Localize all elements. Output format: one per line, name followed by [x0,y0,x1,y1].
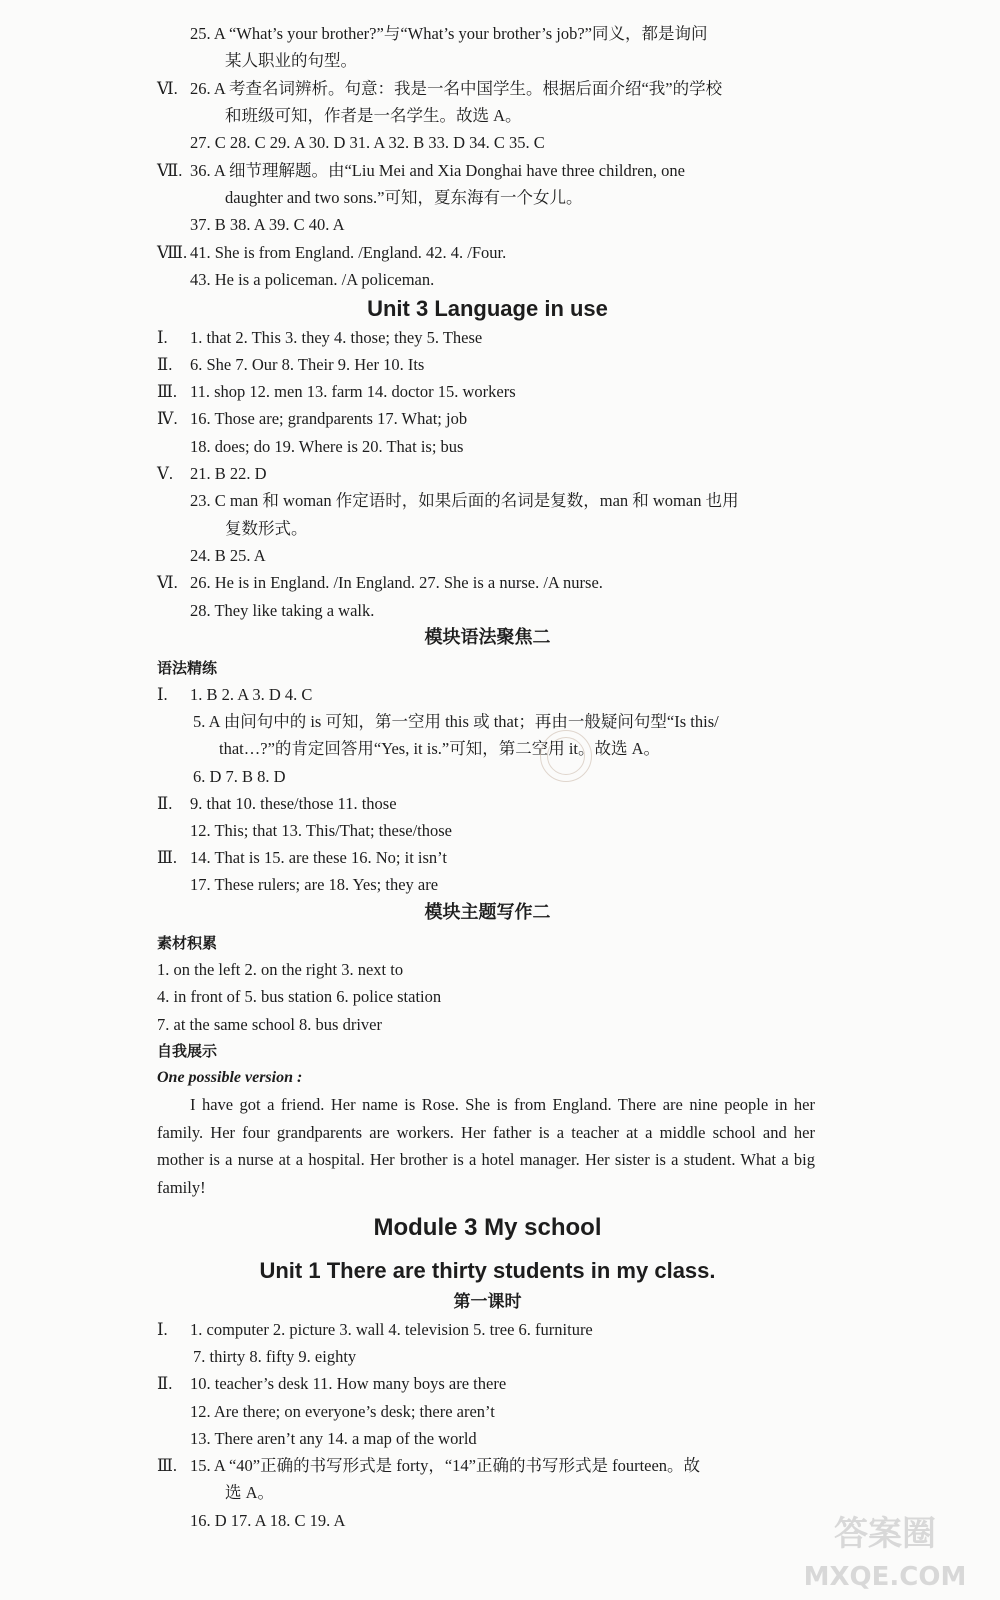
unit1-answer-line: 13. There aren’t any 14. a map of the world [190,1429,477,1448]
unit3-answer-line: 28. They like taking a walk. [190,601,375,620]
top-section-numeral: Ⅶ. [157,161,183,180]
watermark-top-text: 答案圈 [834,1514,936,1554]
top-answer-line: daughter and two sons.”可知，夏东海有一个女儿。 [225,188,583,207]
top-section-numeral: Ⅵ. [157,79,178,98]
unit3-answer-line: 1. that 2. This 3. they 4. those; they 5. These [190,328,483,347]
unit3-answer-line: 23. C man 和 woman 作定语时，如果后面的名词是复数，man 和 woman 也用 [190,491,739,510]
grammar-answer-line: that…?”的肯定回答用“Yes, it is.”可知，第二空用 it。故选 A。 [219,739,661,758]
grammar-section-numeral: Ⅰ. [157,685,168,704]
top-answer-line: 41. She is from England. /England. 42. 4. /Four. [190,243,507,262]
unit3-section-numeral: Ⅰ. [157,328,168,347]
seal-stamp [540,730,592,782]
unit3-section-numeral: Ⅲ. [157,382,178,401]
grammar-practice-label: 语法精练 [157,659,218,677]
unit1-answer-line: 7. thirty 8. fifty 9. eighty [193,1347,357,1366]
material-accumulation-label: 素材积累 [157,934,218,952]
unit3-section-numeral: Ⅳ. [157,409,178,428]
writing-section-title: 模块主题写作二 [424,902,551,923]
grammar-answer-line: 17. These rulers; are 18. Yes; they are [190,875,439,894]
grammar-section-numeral: Ⅲ. [157,848,178,867]
unit3-answer-line: 21. B 22. D [190,464,267,483]
module3-title: Module 3 My school [373,1214,602,1241]
writing-answer-line: 7. at the same school 8. bus driver [157,1015,382,1034]
unit3-section-numeral: Ⅱ. [157,355,173,374]
unit3-section-numeral: Ⅴ. [157,464,174,483]
top-answer-line: 37. B 38. A 39. C 40. A [190,215,345,234]
top-answer-line: 36. A 细节理解题。由“Liu Mei and Xia Donghai have three children, one [190,161,685,180]
grammar-section-numeral: Ⅱ. [157,794,173,813]
unit1-answer-line: 12. Are there; on everyone’s desk; there aren’t [190,1402,495,1421]
unit3-answer-line: 复数形式。 [225,519,308,538]
self-presentation-label: 自我展示 [157,1042,218,1060]
top-answer-line: 和班级可知，作者是一名学生。故选 A。 [225,106,522,125]
unit1-answer-line: 选 A。 [225,1483,275,1502]
unit1-title: Unit 1 There are thirty students in my class. [259,1258,716,1283]
unit3-answer-line: 18. does; do 19. Where is 20. That is; bus [190,437,464,456]
grammar-answer-line: 6. D 7. B 8. D [193,767,286,786]
top-answer-line: 25. A “What’s your brother?”与“What’s your brother’s job?”同义，都是询问 [190,24,708,43]
unit1-answer-line: 10. teacher’s desk 11. How many boys are there [190,1374,507,1393]
unit1-section-numeral: Ⅲ. [157,1456,178,1475]
unit1-answer-line: 16. D 17. A 18. C 19. A [190,1511,346,1530]
grammar-answer-line: 5. A 由问句中的 is 可知，第一空用 this 或 that；再由一般疑问句型“Is this/ [193,712,719,731]
unit3-answer-line: 11. shop 12. men 13. farm 14. doctor 15. workers [190,382,516,401]
unit3-title: Unit 3 Language in use [367,296,608,321]
watermark-logo [790,1505,970,1595]
unit3-section-numeral: Ⅵ. [157,573,178,592]
grammar-section-title: 模块语法聚焦二 [424,627,551,648]
unit1-answer-line: 1. computer 2. picture 3. wall 4. television 5. tree 6. furniture [190,1320,593,1339]
writing-answer-line: 1. on the left 2. on the right 3. next to [157,960,404,979]
grammar-answer-line: 12. This; that 13. This/That; these/those [190,821,452,840]
unit3-answer-line: 24. B 25. A [190,546,266,565]
unit1-answer-line: 15. A “40”正确的书写形式是 forty，“14”正确的书写形式是 fourteen。故 [190,1456,701,1475]
top-answer-line: 27. C 28. C 29. A 30. D 31. A 32. B 33. D 34. C 35. C [190,133,545,152]
unit3-answer-line: 6. She 7. Our 8. Their 9. Her 10. Its [190,355,425,374]
top-answer-line: 26. A 考查名词辨析。句意：我是一名中国学生。根据后面介绍“我”的学校 [190,79,723,98]
top-answer-line: 某人职业的句型。 [225,51,357,70]
unit1-section-numeral: Ⅰ. [157,1320,168,1339]
grammar-answer-line: 9. that 10. these/those 11. those [190,794,397,813]
possible-version-label: One possible version : [157,1069,303,1086]
grammar-answer-line: 1. B 2. A 3. D 4. C [190,685,313,704]
top-answer-line: 43. He is a policeman. /A policeman. [190,270,435,289]
grammar-answer-line: 14. That is 15. are these 16. No; it isn’t [190,848,447,867]
watermark-bottom-text: MXQE.COM [803,1562,967,1592]
unit3-answer-line: 16. Those are; grandparents 17. What; job [190,409,468,428]
unit1-section-numeral: Ⅱ. [157,1374,173,1393]
lesson-title: 第一课时 [453,1292,522,1312]
writing-answer-line: 4. in front of 5. bus station 6. police station [157,987,442,1006]
unit3-answer-line: 26. He is in England. /In England. 27. She is a nurse. /A nurse. [190,573,603,592]
top-section-numeral: Ⅷ. [157,243,188,262]
sample-essay: I have got a friend. Her name is Rose. She is from England. There are nine people in her family. Her four grandparents are workers. Her father is a teacher at a middle school and her mother is a nurse at a hospital. Her brother is a hotel manager. Her sister is a student. What a big family! [157,1095,815,1197]
